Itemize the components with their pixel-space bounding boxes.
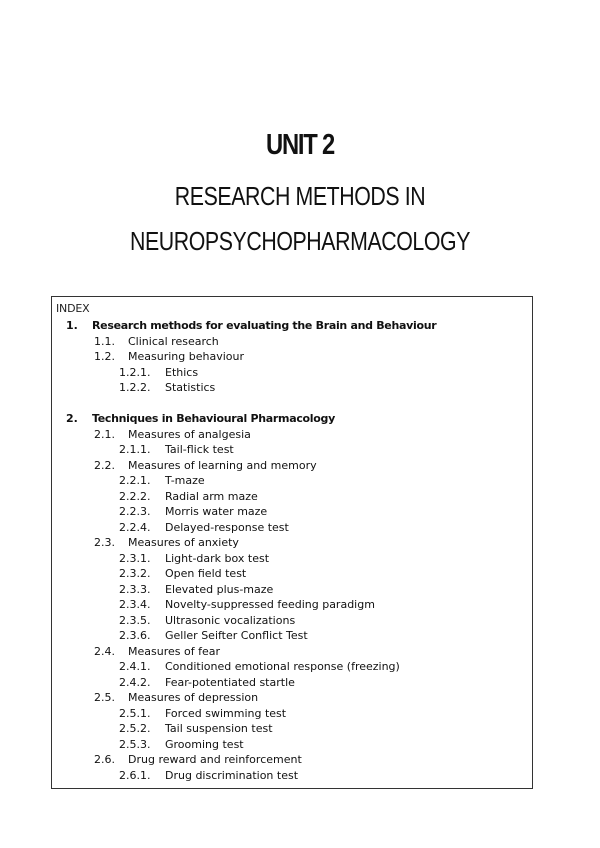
title-line-2: NEUROPSYCHOPHARMACOLOGY	[129, 226, 471, 256]
index-entry	[52, 659, 532, 674]
index-entry	[52, 628, 532, 643]
index-entry-text: Delayed-response test	[165, 520, 289, 534]
index-section	[52, 411, 532, 426]
index-entry-number: 2.3.2.	[119, 567, 151, 580]
index-entry-text: Drug reward and reinforcement	[128, 753, 302, 766]
index-label: INDEX	[56, 302, 90, 315]
index-entry-number: 2.3.3.	[119, 582, 151, 596]
index-entry-number: 1.2.1.	[119, 365, 151, 379]
index-entry	[52, 504, 532, 519]
index-entry-number: 2.5.3.	[119, 737, 151, 751]
index-entry-text: Measures of analgesia	[128, 427, 251, 441]
index-entry-number: 2.4.2.	[119, 675, 151, 689]
index-entry	[52, 380, 532, 395]
index-entry	[52, 442, 532, 457]
index-entry	[52, 489, 532, 504]
index-entry-number: 2.2.2.	[119, 489, 151, 503]
index-entry	[52, 721, 532, 736]
index-entry-number: 2.6.1.	[119, 768, 151, 782]
index-entry	[52, 675, 532, 690]
index-entry-text: Measures of learning and memory	[128, 458, 317, 472]
index-entry	[52, 334, 532, 349]
index-entry-text: Statistics	[165, 381, 216, 394]
index-entry-text: Elevated plus-maze	[165, 582, 274, 596]
index-entry-number: 2.3.1.	[119, 551, 151, 565]
index-entry	[52, 473, 532, 488]
index-entry-number: 2.2.3.	[119, 505, 151, 518]
index-entry-text: Ethics	[165, 365, 199, 379]
index-entry	[52, 597, 532, 612]
index-entry-number: 2.4.1.	[119, 660, 151, 673]
index-entry-number: 2.	[66, 412, 78, 425]
index-entry-text: Light-dark box test	[165, 551, 270, 565]
index-entry-number: 1.2.2.	[119, 381, 151, 394]
index-entry-number: 2.3.6.	[119, 629, 151, 642]
index-entry-text: Measures of depression	[128, 691, 259, 704]
index-entry	[52, 752, 532, 767]
index-entry	[52, 737, 532, 752]
index-entry-text: Tail-flick test	[165, 443, 234, 456]
index-entry	[52, 582, 532, 597]
index-entry	[52, 644, 532, 659]
unit-heading: UNIT 2	[266, 129, 334, 161]
index-entry-text: Measuring behaviour	[128, 350, 244, 363]
index-entry-text: T-maze	[165, 474, 205, 487]
index-entry	[52, 349, 532, 364]
index-entry-text: Ultrasonic vocalizations	[165, 613, 296, 627]
index-entry	[52, 365, 532, 380]
index-entry	[52, 690, 532, 705]
index-entry-number: 1.	[66, 319, 78, 332]
index-entry-text: Radial arm maze	[165, 489, 258, 503]
index-entry	[52, 566, 532, 581]
index-entry-number: 2.3.4.	[119, 598, 151, 611]
index-entry-number: 2.3.5.	[119, 613, 151, 627]
index-entry-number: 2.1.1.	[119, 443, 151, 456]
index-entry	[52, 427, 532, 442]
index-entry-number: 2.3.	[94, 536, 115, 549]
index-entry-number: 2.5.2.	[119, 722, 151, 735]
index-entry-text: Fear-potentiated startle	[165, 675, 295, 689]
index-entry	[52, 551, 532, 566]
index-entry-number: 1.2.	[94, 350, 115, 363]
index-entry-text: Grooming test	[165, 737, 244, 751]
index-entry	[52, 768, 532, 783]
index-entry-number: 2.2.1.	[119, 474, 151, 487]
index-entry	[52, 458, 532, 473]
index-entry-number: 2.5.	[94, 691, 115, 704]
index-entry-number: 2.6.	[94, 753, 115, 766]
index-section	[52, 318, 532, 333]
index-entry	[52, 520, 532, 535]
index-entry-text: Techniques in Behavioural Pharmacology	[92, 412, 335, 425]
index-entry-text: Research methods for evaluating the Brain and Behaviour	[92, 319, 437, 332]
index-entry-text: Morris water maze	[165, 505, 268, 518]
index-entry-number: 2.2.	[94, 458, 115, 472]
index-entry	[52, 613, 532, 628]
index-entry-text: Measures of fear	[128, 644, 220, 658]
title-line-1: RESEARCH METHODS IN	[174, 181, 426, 211]
index-entry	[52, 706, 532, 721]
index-entry-number: 2.1.	[94, 427, 115, 441]
index-entry	[52, 535, 532, 550]
index-entry-number: 1.1.	[94, 334, 115, 348]
index-entry-text: Forced swimming test	[165, 706, 287, 720]
index-entry-number: 2.4.	[94, 644, 115, 658]
index-entry-text: Conditioned emotional response (freezing)	[165, 660, 400, 673]
index-entry-text: Open field test	[165, 567, 247, 580]
index-box	[51, 296, 533, 789]
index-entry-number: 2.2.4.	[119, 520, 151, 534]
index-entry-text: Tail suspension test	[165, 722, 273, 735]
index-entry-text: Geller Seifter Conflict Test	[165, 629, 308, 642]
index-entry-text: Measures of anxiety	[128, 536, 239, 549]
index-entry-text: Drug discrimination test	[165, 768, 299, 782]
index-entry-text: Novelty-suppressed feeding paradigm	[165, 598, 375, 611]
index-entry-text: Clinical research	[128, 334, 219, 348]
index-entry-number: 2.5.1.	[119, 706, 151, 720]
